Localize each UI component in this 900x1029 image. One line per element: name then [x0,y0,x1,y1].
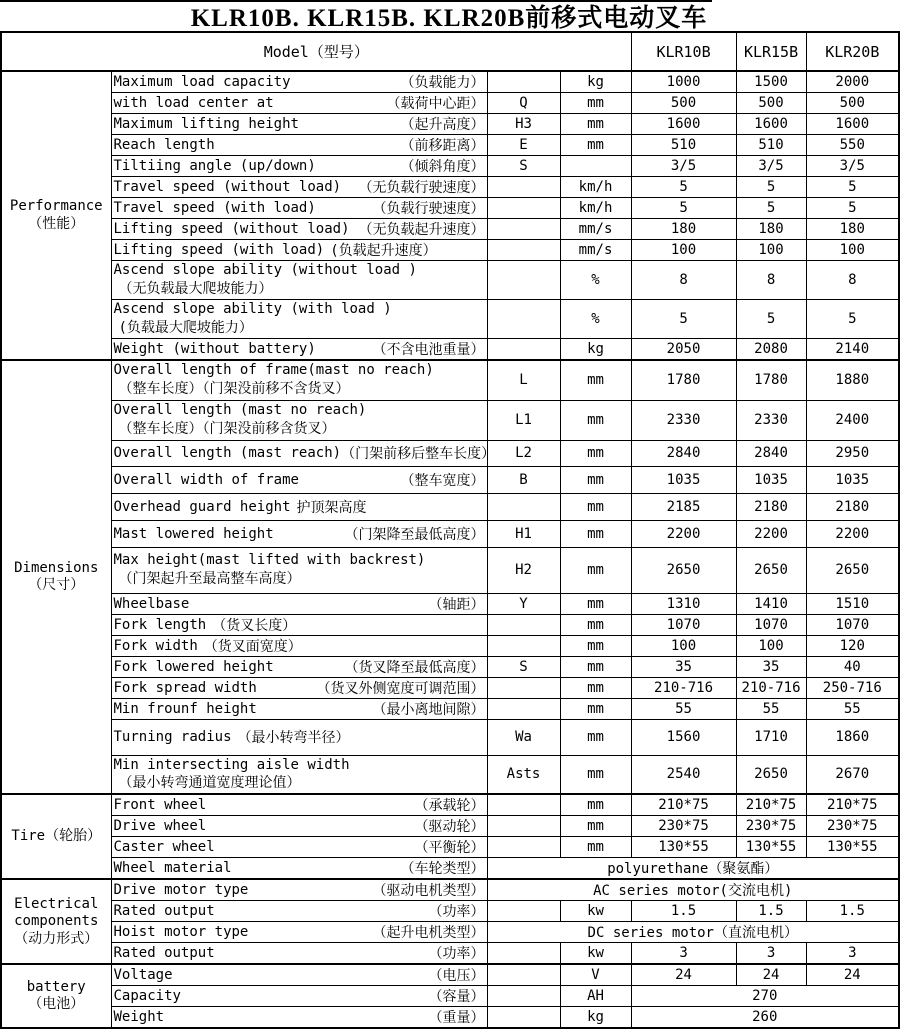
row-label: Wheelbase （轴距） [111,593,487,614]
header-row [1,32,899,71]
value-cell: 2000 [806,71,899,93]
row-label: Min frounf height （最小离地间隙） [111,698,487,719]
value-cell: 210*75 [806,794,899,816]
unit-cell: mm [560,400,631,440]
value-cell: 100 [631,240,736,261]
unit-cell: mm [560,719,631,755]
value-cell: 2840 [736,440,806,466]
row-label: Voltage （电压） [111,964,487,986]
unit-cell: mm [560,794,631,816]
value-cell: 3 [806,943,899,965]
merged-value-cell: DC series motor（直流电机） [487,922,899,943]
table-row [1,635,899,656]
page-title: KLR10B. KLR15B. KLR20B前移式电动叉车 [190,4,708,32]
value-cell: 2185 [631,493,736,520]
table-row [1,93,899,114]
value-cell: 3/5 [631,156,736,177]
table-row [1,755,899,794]
value-cell: 1035 [736,466,806,493]
value-cell: 2330 [631,400,736,440]
value-cell: 2050 [631,339,736,361]
row-label: Rated output （功率） [111,943,487,965]
value-cell: 8 [736,261,806,300]
value-cell: 1710 [736,719,806,755]
value-cell: 2080 [736,339,806,361]
value-cell: 2650 [736,547,806,593]
symbol-cell: E [487,135,560,156]
row-label: Drive wheel （驱动轮） [111,816,487,837]
value-cell: 1600 [736,114,806,135]
value-cell: 230*75 [806,816,899,837]
table-row [1,71,899,93]
value-cell: 2650 [736,755,806,794]
table-row [1,614,899,635]
value-cell: 8 [631,261,736,300]
symbol-cell [487,901,560,922]
row-label: Fork lowered height （货叉降至最低高度） [111,656,487,677]
unit-cell: kg [560,1007,631,1029]
section-label-performance: Performance （性能） [1,71,111,360]
row-label: Max height(mast lifted with backrest) （门架起升至最高整车高度） [111,547,487,593]
value-cell: 510 [631,135,736,156]
value-cell: 230*75 [736,816,806,837]
symbol-cell [487,493,560,520]
row-label: Overhead guard height 护顶架高度 [111,493,487,520]
value-cell: 2840 [631,440,736,466]
row-label: Travel speed (without load) （无负载行驶速度） [111,177,487,198]
value-cell: 210-716 [631,677,736,698]
table-row [1,466,899,493]
table-row [1,1007,899,1029]
value-cell: 510 [736,135,806,156]
symbol-cell: H3 [487,114,560,135]
value-cell: 2200 [806,520,899,547]
unit-cell: mm [560,114,631,135]
value-cell: 100 [736,240,806,261]
symbol-cell: H2 [487,547,560,593]
symbol-cell [487,240,560,261]
title-bar [0,0,898,31]
value-cell: 8 [806,261,899,300]
row-label: Fork spread width （货叉外侧宽度可调范围） [111,677,487,698]
value-cell: 1070 [736,614,806,635]
table-row [1,677,899,698]
row-label: Turning radius （最小转弯半径） [111,719,487,755]
unit-cell: km/h [560,198,631,219]
row-label: Ascend slope ability (with load ) (负载最大爬坡能力） [111,300,487,339]
table-row [1,219,899,240]
row-label: Front wheel （承载轮） [111,794,487,816]
value-cell: 3 [736,943,806,965]
table-row [1,547,899,593]
value-cell: 230*75 [631,816,736,837]
symbol-cell: H1 [487,520,560,547]
symbol-cell [487,177,560,198]
row-label: Weight (without battery) （不含电池重量） [111,339,487,361]
table-row [1,360,899,400]
unit-cell: kg [560,339,631,361]
value-cell: 1070 [631,614,736,635]
value-cell: 2330 [736,400,806,440]
row-label: Drive motor type （驱动电机类型） [111,879,487,901]
table-row [1,879,899,901]
unit-cell: kg [560,71,631,93]
symbol-cell: S [487,156,560,177]
value-cell: 210*75 [631,794,736,816]
section-label-battery: battery （电池） [1,964,111,1028]
value-cell: 5 [736,177,806,198]
row-label: Maximum lifting height （起升高度） [111,114,487,135]
model-column-klr15b: KLR15B [736,32,806,71]
unit-cell: mm [560,547,631,593]
symbol-cell [487,794,560,816]
value-cell: 55 [806,698,899,719]
unit-cell: mm [560,656,631,677]
table-row [1,339,899,361]
value-cell: 3 [631,943,736,965]
top-rule [0,0,712,2]
row-label: Tiltiing angle (up/down) （倾斜角度） [111,156,487,177]
symbol-cell [487,943,560,965]
table-row [1,858,899,880]
table-row [1,400,899,440]
symbol-cell [487,816,560,837]
unit-cell: % [560,261,631,300]
value-cell: 1560 [631,719,736,755]
symbol-cell [487,677,560,698]
unit-cell: mm [560,635,631,656]
row-label: Lifting speed (without load) （无负载起升速度） [111,219,487,240]
unit-cell: mm [560,93,631,114]
model-header-label: Model（型号） [1,32,631,71]
value-cell: 5 [806,177,899,198]
row-label: Ascend slope ability (without load ) （无负载最大爬坡能力） [111,261,487,300]
value-cell: 5 [631,198,736,219]
row-label: Weight （重量） [111,1007,487,1029]
table-row [1,177,899,198]
value-cell: 180 [631,219,736,240]
merged-value-cell: AC series motor(交流电机) [487,879,899,901]
symbol-cell [487,635,560,656]
unit-cell: mm/s [560,219,631,240]
unit-cell: mm [560,360,631,400]
symbol-cell [487,71,560,93]
row-label: Hoist motor type （起升电机类型） [111,922,487,943]
value-cell: 55 [631,698,736,719]
value-cell: 1410 [736,593,806,614]
table-row [1,964,899,986]
section-label-electrical: Electrical components （动力形式） [1,879,111,964]
value-cell: 40 [806,656,899,677]
symbol-cell: Wa [487,719,560,755]
value-cell: 2540 [631,755,736,794]
value-cell: 130*55 [631,837,736,858]
value-cell: 120 [806,635,899,656]
symbol-cell: Asts [487,755,560,794]
value-cell: 1780 [736,360,806,400]
unit-cell: mm [560,816,631,837]
value-cell: 24 [631,964,736,986]
value-cell: 55 [736,698,806,719]
row-label: Fork length （货叉长度） [111,614,487,635]
value-cell: 1880 [806,360,899,400]
value-cell: 180 [736,219,806,240]
symbol-cell: S [487,656,560,677]
table-row [1,114,899,135]
table-row [1,922,899,943]
symbol-cell [487,964,560,986]
symbol-cell [487,300,560,339]
value-cell: 2670 [806,755,899,794]
row-label: Overall length (mast reach) （门架前移后整车长度） [111,440,487,466]
symbol-cell: B [487,466,560,493]
value-cell: 210*75 [736,794,806,816]
row-label: Fork width （货叉面宽度） [111,635,487,656]
row-label: Mast lowered height （门架降至最低高度） [111,520,487,547]
symbol-cell: L2 [487,440,560,466]
row-label: Overall width of frame （整车宽度） [111,466,487,493]
value-cell: 5 [736,198,806,219]
row-label: with load center at （载荷中心距） [111,93,487,114]
section-label-tire: Tire（轮胎） [1,794,111,879]
value-cell: 100 [736,635,806,656]
value-cell: 1600 [631,114,736,135]
table-row [1,240,899,261]
unit-cell: mm [560,755,631,794]
value-cell: 35 [736,656,806,677]
unit-cell: mm [560,614,631,635]
unit-cell: AH [560,986,631,1007]
unit-cell: % [560,300,631,339]
symbol-cell [487,837,560,858]
table-row [1,198,899,219]
symbol-cell [487,261,560,300]
value-cell: 1860 [806,719,899,755]
symbol-cell: L1 [487,400,560,440]
value-cell: 500 [806,93,899,114]
value-cell: 100 [806,240,899,261]
unit-cell: km/h [560,177,631,198]
value-cell: 1600 [806,114,899,135]
unit-cell: mm [560,493,631,520]
table-row [1,520,899,547]
model-column-klr10b: KLR10B [631,32,736,71]
value-cell: 100 [631,635,736,656]
model-column-klr20b: KLR20B [806,32,899,71]
value-cell: 500 [631,93,736,114]
value-cell: 3/5 [806,156,899,177]
unit-cell: V [560,964,631,986]
value-cell: 5 [631,177,736,198]
row-label: Lifting speed (with load) (负载起升速度） [111,240,487,261]
symbol-cell: Y [487,593,560,614]
table-row [1,656,899,677]
value-cell: 2650 [631,547,736,593]
value-cell: 24 [736,964,806,986]
value-cell: 2650 [806,547,899,593]
table-row [1,837,899,858]
value-cell: 5 [736,300,806,339]
table-row [1,901,899,922]
table-row [1,719,899,755]
value-cell: 2140 [806,339,899,361]
merged-value-cell: polyurethane（聚氨酯） [487,858,899,880]
row-label: Overall length of frame(mast no reach) （整车长度）（门架没前移不含货叉） [111,360,487,400]
unit-cell: kw [560,943,631,965]
row-label: Travel speed (with load) （负载行驶速度） [111,198,487,219]
symbol-cell [487,614,560,635]
value-cell: 5 [631,300,736,339]
value-cell: 2950 [806,440,899,466]
merged-value-cell: 270 [631,986,899,1007]
table-row [1,986,899,1007]
value-cell: 3/5 [736,156,806,177]
symbol-cell [487,198,560,219]
table-row [1,156,899,177]
row-label: Caster wheel （平衡轮） [111,837,487,858]
unit-cell: mm [560,520,631,547]
row-label: Wheel material （车轮类型） [111,858,487,880]
symbol-cell: L [487,360,560,400]
table-row [1,440,899,466]
value-cell: 2400 [806,400,899,440]
row-label: Min intersecting aisle width （最小转弯通道宽度理论值） [111,755,487,794]
symbol-cell [487,219,560,240]
value-cell: 1780 [631,360,736,400]
value-cell: 250-716 [806,677,899,698]
symbol-cell [487,698,560,719]
value-cell: 1500 [736,71,806,93]
unit-cell: mm [560,440,631,466]
value-cell: 5 [806,198,899,219]
row-label: Capacity （容量） [111,986,487,1007]
value-cell: 1.5 [806,901,899,922]
value-cell: 1035 [631,466,736,493]
symbol-cell [487,986,560,1007]
table-row [1,593,899,614]
table-row [1,698,899,719]
unit-cell: mm/s [560,240,631,261]
table-row [1,135,899,156]
table-row [1,493,899,520]
value-cell: 2200 [631,520,736,547]
unit-cell: mm [560,677,631,698]
value-cell: 1035 [806,466,899,493]
value-cell: 550 [806,135,899,156]
value-cell: 24 [806,964,899,986]
value-cell: 1.5 [631,901,736,922]
value-cell: 500 [736,93,806,114]
value-cell: 1070 [806,614,899,635]
value-cell: 35 [631,656,736,677]
value-cell: 2180 [806,493,899,520]
value-cell: 1310 [631,593,736,614]
symbol-cell: Q [487,93,560,114]
value-cell: 130*55 [736,837,806,858]
unit-cell: mm [560,698,631,719]
value-cell: 1.5 [736,901,806,922]
table-row [1,261,899,300]
section-label-dimensions: Dimensions （尺寸） [1,360,111,794]
unit-cell [560,156,631,177]
value-cell: 210-716 [736,677,806,698]
unit-cell: mm [560,466,631,493]
row-label: Rated output （功率） [111,901,487,922]
merged-value-cell: 260 [631,1007,899,1029]
table-row [1,300,899,339]
spec-table [0,31,900,1029]
unit-cell: mm [560,135,631,156]
table-row [1,816,899,837]
unit-cell: kw [560,901,631,922]
value-cell: 1000 [631,71,736,93]
table-row [1,794,899,816]
value-cell: 1510 [806,593,899,614]
row-label: Maximum load capacity （负载能力） [111,71,487,93]
row-label: Reach length （前移距离） [111,135,487,156]
unit-cell: mm [560,593,631,614]
symbol-cell [487,339,560,361]
table-row [1,943,899,965]
value-cell: 2180 [736,493,806,520]
unit-cell: mm [560,837,631,858]
value-cell: 130*55 [806,837,899,858]
value-cell: 2200 [736,520,806,547]
symbol-cell [487,1007,560,1029]
row-label: Overall length (mast no reach) （整车长度）（门架没前移含货叉） [111,400,487,440]
value-cell: 5 [806,300,899,339]
value-cell: 180 [806,219,899,240]
